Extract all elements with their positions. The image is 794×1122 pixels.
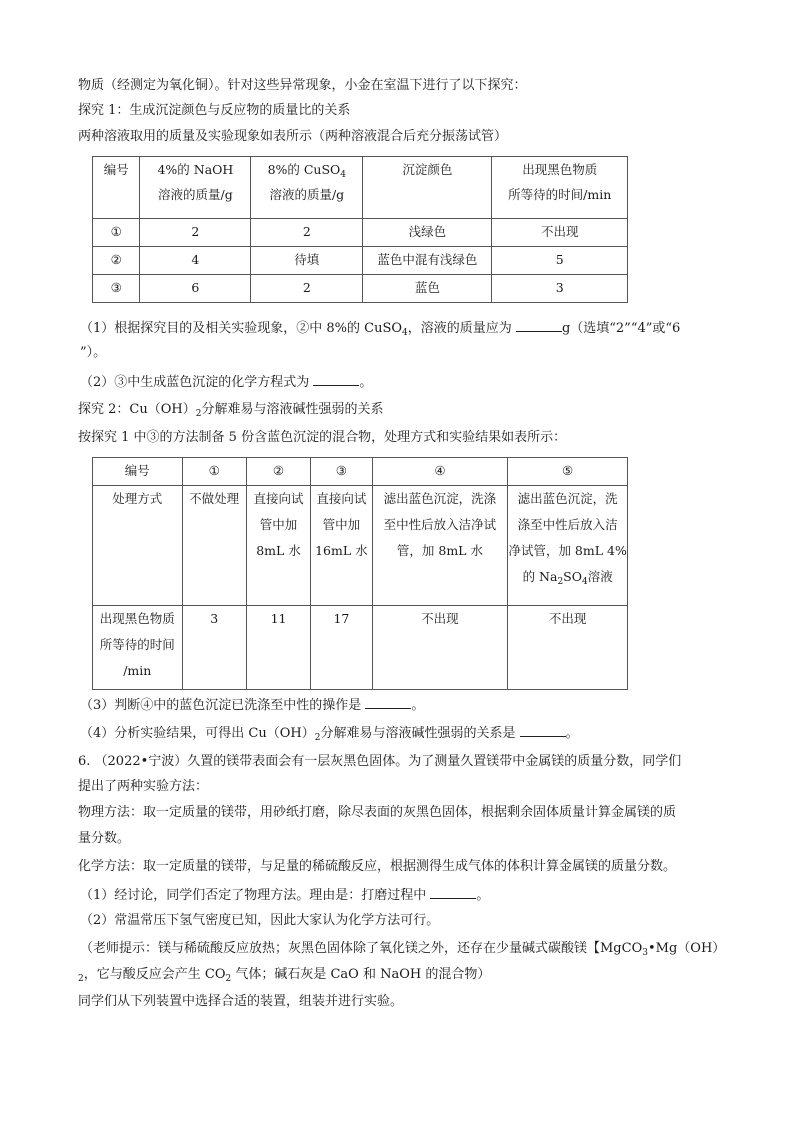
text-line: 物理方法：取一定质量的镁带，用砂纸打磨，除尽表面的灰黑色固体，根据剩余固体质量计算金属镁的质 (78, 805, 677, 820)
question-1-cont: ”）。 (80, 345, 107, 360)
table-cell: 17 (311, 606, 372, 690)
table-cell: 3 (492, 275, 628, 303)
question-6-1: （1）经讨论，同学们否定了物理方法。理由是：打磨过程中 。 (80, 884, 720, 906)
table-header-cell: ③ (311, 458, 372, 486)
table-cell: 4 (140, 247, 251, 275)
question-4: （4）分析实验结果，可得出 $Cu(OH)_2$分解难易与溶液碱性强弱的关系是 。 (80, 722, 720, 744)
table-header-cell: 编号 (93, 157, 140, 219)
table-cell: 蓝色 (363, 275, 492, 303)
table-cell: 11 (246, 606, 310, 690)
table-header-cell: 编号 (93, 458, 183, 486)
text-line: 物质（经测定为氧化铜）。针对这些异常现象，小金在室温下进行了以下探究： (78, 78, 527, 93)
table-cell: 滤出蓝色沉淀，洗涤 至中性后放入洁净试 管，加 8mL 水 (372, 486, 508, 606)
text-line: 同学们从下列装置中选择合适的装置，组装并进行实验。 (78, 994, 404, 1009)
text-line: 两种溶液取用的质量及实验现象如表所示（两种溶液混合后充分振荡试管） (78, 129, 508, 144)
table-cell: 5 (492, 247, 628, 275)
table-cell: 不做处理 (182, 486, 246, 606)
table-header-cell: ② (246, 458, 310, 486)
table-cell: 蓝色中混有浅绿色 (363, 247, 492, 275)
table-cell: 直接向试 管中加 16mL 水 (311, 486, 372, 606)
table-row (93, 486, 628, 606)
table-header-cell: ① (182, 458, 246, 486)
table-cell: 直接向试 管中加 8mL 水 (246, 486, 310, 606)
table-cell: 待填 (251, 247, 363, 275)
table-header-cell: 沉淀颜色 (363, 157, 492, 219)
table-cell: 不出现 (492, 219, 628, 247)
answer-blank[interactable] (516, 317, 562, 332)
answer-blank[interactable] (520, 722, 566, 737)
table-header-cell: 4%的 NaOH 溶液的质量/g (140, 157, 251, 219)
question-3: （3）判断④中的蓝色沉淀已洗涤至中性的操作是 。 (80, 694, 720, 716)
text-line: 量分数。 (78, 831, 131, 846)
table-header-cell: ④ (372, 458, 508, 486)
table-row (93, 247, 628, 275)
table-cell: 2 (251, 275, 363, 303)
table-row-label: 出现黑色物质 所等待的时间 /min (93, 606, 183, 690)
table-row (93, 219, 628, 247)
text-line: 提出了两种实验方法： (78, 779, 209, 794)
section-heading-exp2: 探究 2：$Cu(OH)_2$分解难易与溶液碱性强弱的关系 (78, 402, 384, 419)
table-row-label: 处理方式 (93, 486, 183, 606)
table-cell: ① (93, 219, 140, 247)
table-header-cell: ⑤ (508, 458, 628, 486)
table-experiment-1 (92, 156, 628, 303)
answer-blank[interactable] (365, 694, 411, 709)
table-cell: 滤出蓝色沉淀，洗 涤至中性后放入洁 净试管，加 8mL 4% 的 $Na_2SO_4$溶液 (508, 486, 628, 606)
section-heading-exp1: 探究 1：生成沉淀颜色与反应物的质量比的关系 (78, 103, 351, 118)
table-cell: 不出现 (508, 606, 628, 690)
table-cell: 2 (251, 219, 363, 247)
table-cell: 2 (140, 219, 251, 247)
question-6-2: （2）常温常压下氢气密度已知，因此大家认为化学方法可行。 (80, 913, 440, 928)
table-header-cell: 出现黑色物质 所等待的时间/min (492, 157, 628, 219)
answer-blank[interactable] (430, 884, 476, 899)
table-row (93, 606, 628, 690)
table-cell: 6 (140, 275, 251, 303)
table-row (93, 275, 628, 303)
table-cell: 不出现 (372, 606, 508, 690)
problem-6: 6. （2022•宁波）久置的镁带表面会有一层灰黑色固体。为了测量久置镁带中金属镁的质量分数，同学们 (78, 754, 682, 769)
table-cell: ② (93, 247, 140, 275)
table-header-row (93, 458, 628, 486)
table-header-row (93, 157, 628, 219)
teacher-hint: （老师提示：镁与稀硫酸反应放热；灰黑色固体除了氧化镁之外，还存在少量碱式碳酸镁【MgCO$_3$•Mg（OH） (80, 941, 726, 958)
answer-blank[interactable] (313, 371, 359, 386)
table-experiment-2 (92, 457, 628, 690)
question-2: （2）③中生成蓝色沉淀的化学方程式为 。 (80, 371, 720, 393)
text-line: 按探究 1 中③的方法制备 5 份含蓝色沉淀的混合物，处理方式和实验结果如表所示： (78, 430, 567, 445)
table-header-cell: 8%的 CuSO$_4$ 溶液的质量/g (251, 157, 363, 219)
question-1: （1）根据探究目的及相关实验现象，②中 8%的 CuSO$_4$，溶液的质量应为 g（选填“2”“4”或“6 (80, 317, 720, 339)
text-line: 化学方法：取一定质量的镁带，与足量的稀硫酸反应，根据测得生成气体的体积计算金属镁的质量分数。 (78, 859, 677, 874)
table-cell: ③ (93, 275, 140, 303)
teacher-hint-cont: $_2$，它与酸反应会产生 $CO_2$ 气体；碱石灰是 CaO 和 NaOH 的混合物） (78, 967, 491, 984)
table-cell: 3 (182, 606, 246, 690)
table-cell: 浅绿色 (363, 219, 492, 247)
